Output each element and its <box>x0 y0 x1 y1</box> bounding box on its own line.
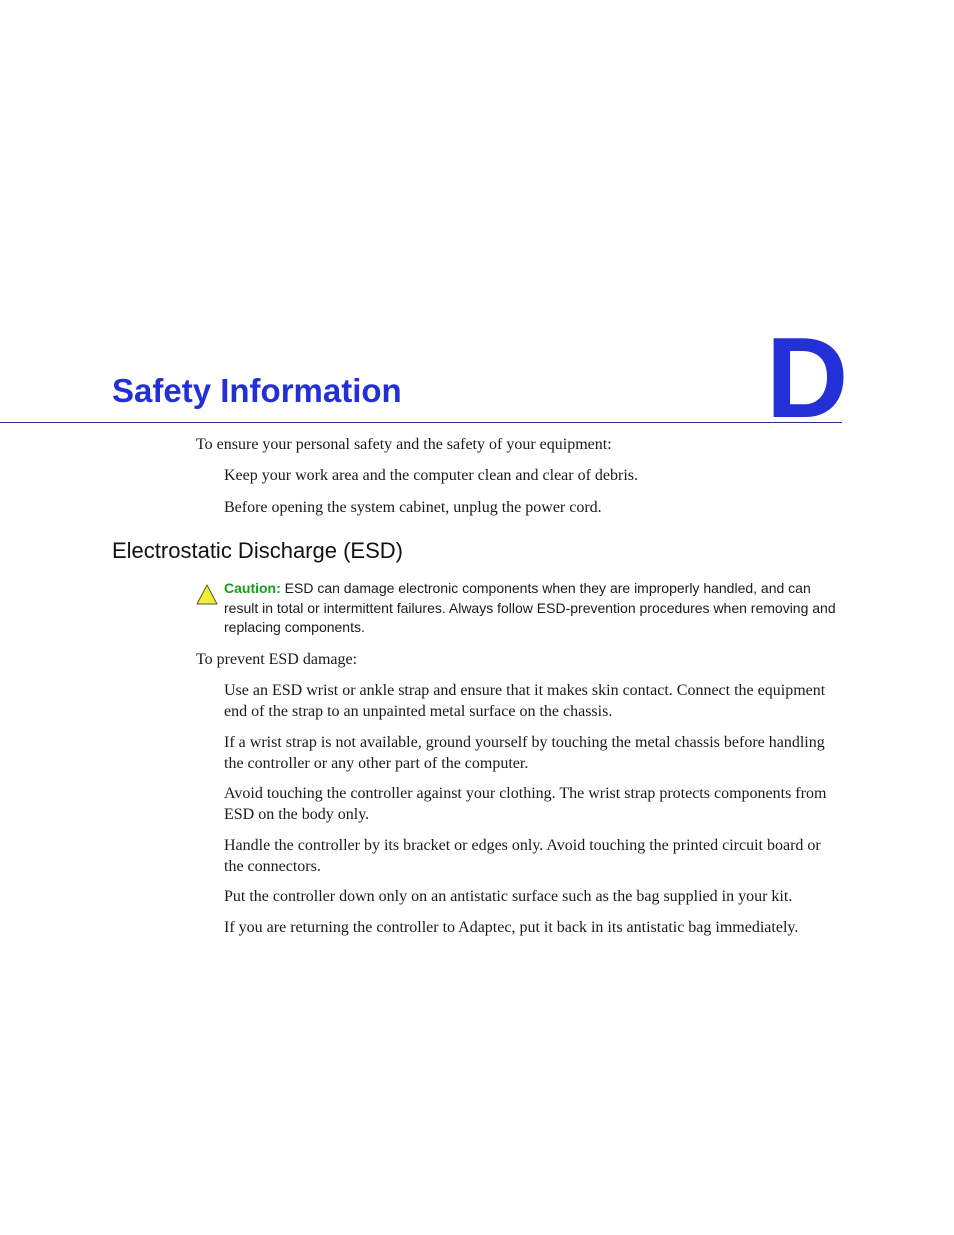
esd-item: Avoid touching the controller against your clothing. The wrist strap protects components from ESD on the body only. <box>224 785 827 823</box>
esd-item: Use an ESD wrist or ankle strap and ensure that it makes skin contact. Connect the equipment end of the strap to an unpainted metal surface on the chassis. <box>224 682 826 720</box>
intro-paragraph: To ensure your personal safety and the safety of your equipment: <box>196 436 612 453</box>
warning-triangle-icon <box>196 584 218 605</box>
safety-item: Before opening the system cabinet, unplug the power cord. <box>224 499 602 516</box>
caution-label: Caution: <box>224 580 281 596</box>
esd-item: Put the controller down only on an antistatic surface such as the bag supplied in your kit. <box>224 888 793 905</box>
safety-item: Keep your work area and the computer clean and clear of debris. <box>224 467 639 484</box>
esd-item: Handle the controller by its bracket or edges only. Avoid touching the printed circuit board or the connectors. <box>224 837 821 875</box>
caution-note <box>224 579 844 638</box>
prevent-intro: To prevent ESD damage: <box>196 651 358 668</box>
title-divider <box>0 422 842 423</box>
section-heading-esd: Electrostatic Discharge (ESD) <box>112 538 403 563</box>
esd-item: If you are returning the controller to Adaptec, put it back in its antistatic bag immediately. <box>224 919 799 936</box>
chapter-letter: D <box>766 315 847 442</box>
caution-body: ESD can damage electronic components when they are improperly handled, and can result in total or intermittent failures. Always follow ESD-prevention procedures when removing and replacing components. <box>224 580 836 635</box>
esd-item: If a wrist strap is not available, ground yourself by touching the metal chassis before handling the controller or any other part of the computer. <box>224 734 825 772</box>
chapter-title: Safety Information <box>112 372 402 409</box>
